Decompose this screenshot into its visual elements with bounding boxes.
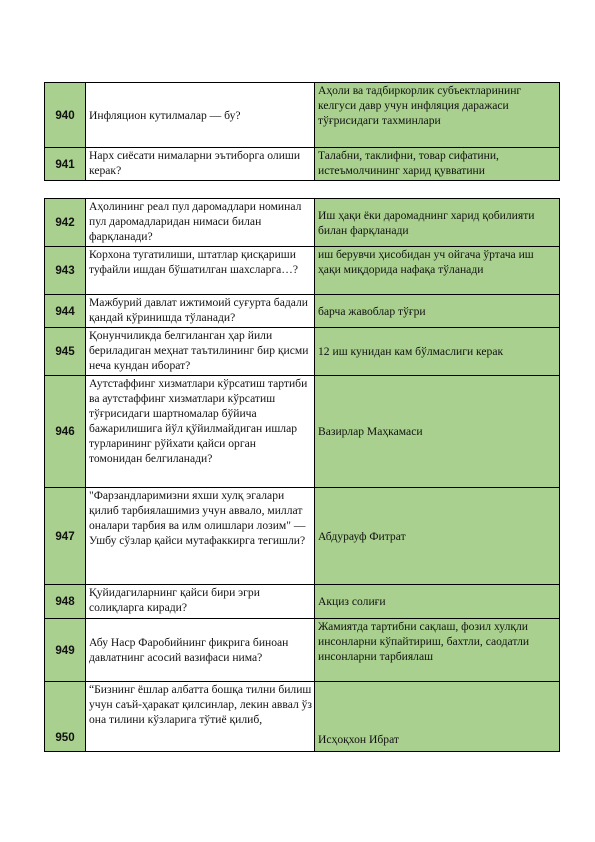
- row-number: 944: [45, 295, 86, 328]
- table-row: [45, 199, 560, 247]
- answer-cell: Иш ҳақи ёки даромаднинг харид қобилияти билан фарқланади: [315, 199, 560, 247]
- table-row: [45, 148, 560, 181]
- question-cell: Инфляцион кутилмалар — бу?: [86, 83, 315, 148]
- row-number: 942: [45, 199, 86, 247]
- answer-cell: Исҳоқхон Ибрат: [315, 682, 560, 752]
- table-row: [45, 488, 560, 585]
- table-row: [45, 619, 560, 682]
- table-row: [45, 585, 560, 619]
- question-cell: Аутстаффинг хизматлари кўрсатиш тартиби ва аутстаффинг хизматлари кўрсатиш тўғрисидаги шартномалар бўйича бажарилишига йўл қўйилмайдиган ишлар турларининг рўйхати қайси орган томонидан белгиланади?: [86, 376, 315, 488]
- question-cell: Абу Наср Фаробийнинг фикрига биноан давлатнинг асосий вазифаси нима?: [86, 619, 315, 682]
- table-row: [45, 247, 560, 295]
- answer-cell: Вазирлар Маҳкамаси: [315, 376, 560, 488]
- qa-table-bottom: [44, 198, 560, 752]
- answer-cell: Аҳоли ва тадбиркорлик субъектларининг келгуси давр учун инфляция даражаси тўғрисидаги тахминлари: [315, 83, 560, 148]
- question-cell: Нарх сиёсати нималарни эътиборга олиши керак?: [86, 148, 315, 181]
- table-row: [45, 376, 560, 488]
- question-cell: Корхона тугатилиши, штатлар қисқариши туфайли ишдан бўшатилган шахсларга…?: [86, 247, 315, 295]
- answer-cell: Абдурауф Фитрат: [315, 488, 560, 585]
- question-cell: Қуйидагиларнинг қайси бири эгри солиқларга киради?: [86, 585, 315, 619]
- answer-cell: Жамиятда тартибни сақлаш, фозил хулқли инсонларни кўпайтириш, бахтли, саодатли инсонларни тарбиялаш: [315, 619, 560, 682]
- answer-cell: барча жавоблар тўғри: [315, 295, 560, 328]
- row-number: 946: [45, 376, 86, 488]
- table-row: [45, 328, 560, 376]
- row-number: 941: [45, 148, 86, 181]
- answer-cell: Талабни, таклифни, товар сифатини, истеъмолчининг харид қувватини: [315, 148, 560, 181]
- row-number: 940: [45, 83, 86, 148]
- answer-cell: 12 иш кунидан кам бўлмаслиги керак: [315, 328, 560, 376]
- question-cell: "Фарзандларимизни яхши хулқ эгалари қилиб тарбиялашимиз учун аввало, миллат оналари тарбия ва илм олишлари лозим" — Ушбу сўзлар қайси мутафаккирга тегишли?: [86, 488, 315, 585]
- question-cell: Аҳолининг реал пул даромадлари номинал пул даромадларидан нимаси билан фарқланади?: [86, 199, 315, 247]
- row-number: 945: [45, 328, 86, 376]
- row-number: 949: [45, 619, 86, 682]
- answer-cell: Акциз солиғи: [315, 585, 560, 619]
- qa-table-top: [44, 82, 560, 181]
- question-cell: “Бизнинг ёшлар албатта бошқа тилни билиш учун саъй-ҳаракат қилсинлар, лекин аввал ўз она тилини кўзларига тўтиё қилиб,: [86, 682, 315, 752]
- table-row: [45, 295, 560, 328]
- question-cell: Мажбурий давлат ижтимоий суғурта бадали қандай кўринишда тўланади?: [86, 295, 315, 328]
- question-cell: Қонунчиликда белгиланган ҳар йили бериладиган меҳнат таътилининг бир қисми неча кундан иборат?: [86, 328, 315, 376]
- row-number: 948: [45, 585, 86, 619]
- table-row: [45, 83, 560, 148]
- table-row: [45, 682, 560, 752]
- answer-cell: иш берувчи ҳисобидан уч ойгача ўртача иш ҳақи миқдорида нафақа тўланади: [315, 247, 560, 295]
- row-number: 950: [45, 682, 86, 752]
- row-number: 943: [45, 247, 86, 295]
- row-number: 947: [45, 488, 86, 585]
